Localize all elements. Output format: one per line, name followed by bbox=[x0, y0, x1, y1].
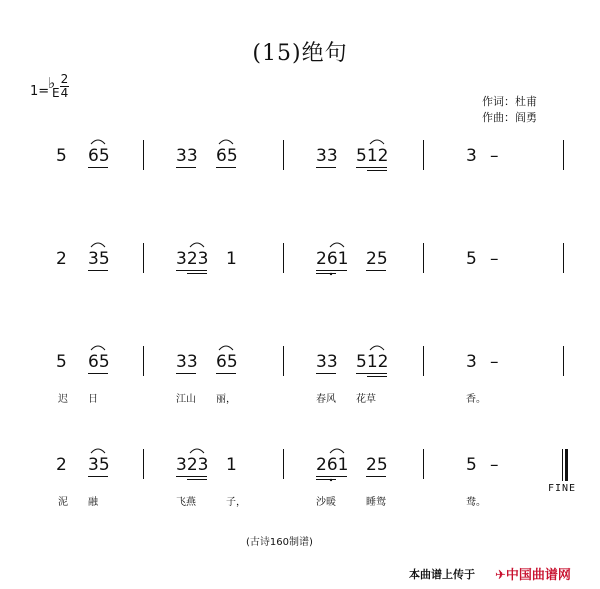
key-prefix: 1= bbox=[30, 84, 50, 99]
low-octave-dot bbox=[330, 479, 332, 481]
fine-mark: FINE bbox=[548, 483, 577, 494]
note: 512 bbox=[356, 146, 389, 166]
lyric: 江山 bbox=[176, 394, 196, 405]
note: 5 bbox=[466, 455, 477, 475]
note: 3 bbox=[466, 352, 477, 372]
note: 33 bbox=[176, 352, 198, 372]
note: 25 bbox=[366, 455, 388, 475]
note: 1 bbox=[226, 249, 237, 269]
lyric: 泥 bbox=[58, 497, 68, 508]
note: 35 bbox=[88, 455, 110, 475]
upload-text: 本曲谱上传于 bbox=[409, 568, 475, 581]
note: 33 bbox=[316, 352, 338, 372]
slur bbox=[91, 140, 105, 144]
lyric: 日 bbox=[88, 394, 98, 405]
slur bbox=[370, 346, 384, 350]
note: 25 bbox=[366, 249, 388, 269]
lyric: 子， bbox=[226, 497, 246, 508]
note: 261 bbox=[316, 249, 349, 269]
slur bbox=[91, 243, 105, 247]
lyric: 睡鸳 bbox=[366, 497, 386, 508]
final-barline-thick bbox=[565, 449, 568, 481]
note: 261 bbox=[316, 455, 349, 475]
slur bbox=[330, 243, 344, 247]
note: 512 bbox=[356, 352, 389, 372]
note: 5 bbox=[56, 352, 67, 372]
slur bbox=[190, 449, 204, 453]
key-tonic: E bbox=[52, 86, 60, 100]
lyric: 花草 bbox=[356, 394, 376, 405]
note: 65 bbox=[216, 146, 238, 166]
slur bbox=[91, 346, 105, 350]
note: 65 bbox=[88, 146, 110, 166]
time-bottom: 4 bbox=[60, 86, 69, 100]
low-octave-dot bbox=[330, 273, 332, 275]
time-top: 2 bbox=[60, 72, 69, 86]
note: 65 bbox=[216, 352, 238, 372]
note: 3 bbox=[466, 146, 477, 166]
slur bbox=[219, 346, 233, 350]
slur bbox=[219, 140, 233, 144]
lyric: 融 bbox=[88, 497, 98, 508]
note: 33 bbox=[316, 146, 338, 166]
slur bbox=[370, 140, 384, 144]
slur bbox=[190, 243, 204, 247]
note: 5 bbox=[466, 249, 477, 269]
dash: – bbox=[490, 352, 499, 372]
flat-symbol: ♭ bbox=[48, 74, 56, 92]
note: 5 bbox=[56, 146, 67, 166]
lyric: 飞燕 bbox=[176, 497, 196, 508]
lyric: 沙暖 bbox=[316, 497, 336, 508]
composer-credit: 作曲：阎勇 bbox=[482, 111, 537, 124]
site-logo bbox=[495, 564, 571, 583]
note: 65 bbox=[88, 352, 110, 372]
footnote: (古诗160制谱) bbox=[246, 537, 313, 548]
logo-text: 中国曲谱网 bbox=[505, 568, 571, 583]
lyricist-credit: 作词：杜甫 bbox=[482, 95, 537, 108]
note: 2 bbox=[56, 249, 67, 269]
lyric: 迟 bbox=[58, 394, 68, 405]
note: 323 bbox=[176, 455, 209, 475]
note: 1 bbox=[226, 455, 237, 475]
note: 323 bbox=[176, 249, 209, 269]
logo-icon: ✈ bbox=[495, 568, 506, 583]
note: 2 bbox=[56, 455, 67, 475]
note: 35 bbox=[88, 249, 110, 269]
slur bbox=[330, 449, 344, 453]
lyric: 香。 bbox=[466, 394, 486, 405]
score-title: (15)绝句 bbox=[252, 41, 348, 66]
dash: – bbox=[490, 146, 499, 166]
lyric: 鸯。 bbox=[466, 497, 486, 508]
dash: – bbox=[490, 249, 499, 269]
lyric: 春风 bbox=[316, 394, 336, 405]
lyric: 丽， bbox=[216, 394, 236, 405]
note: 33 bbox=[176, 146, 198, 166]
slur bbox=[91, 449, 105, 453]
dash: – bbox=[490, 455, 499, 475]
